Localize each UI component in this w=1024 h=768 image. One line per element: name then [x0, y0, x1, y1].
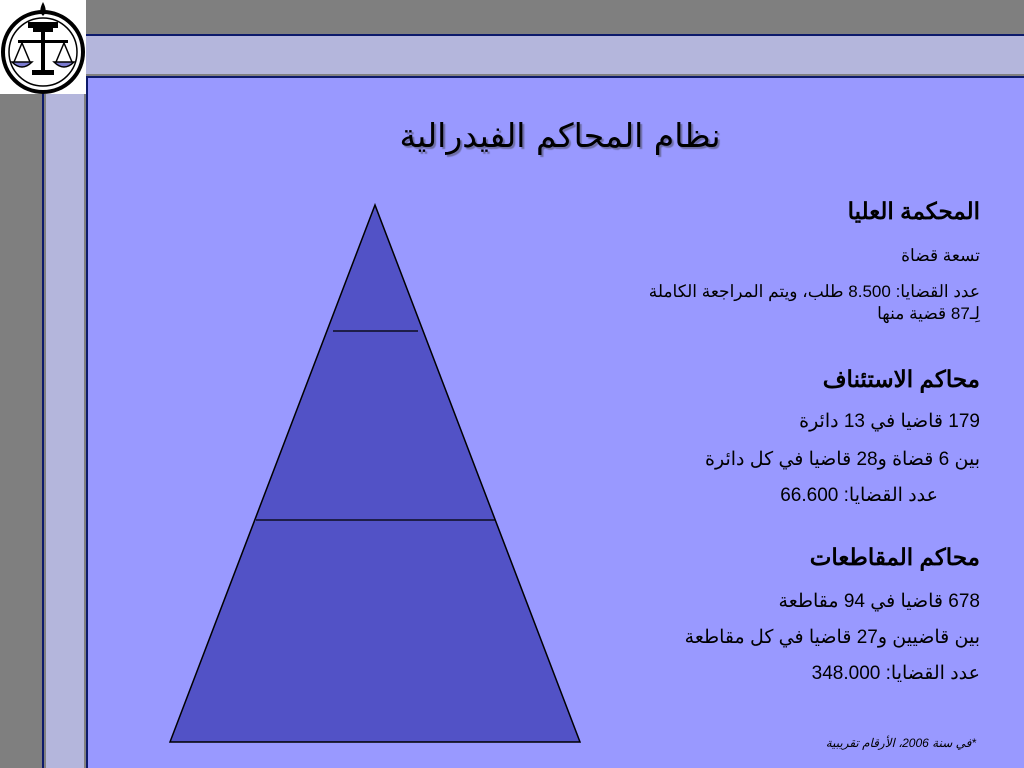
- supreme-court-heading: المحكمة العليا: [847, 198, 980, 224]
- pyramid-shape: [170, 205, 580, 742]
- appeals-caseload: عدد القضايا: 66.600: [780, 485, 938, 506]
- district-per-district: بين قاضيين و27 قاضيا في كل مقاطعة: [684, 627, 980, 648]
- appeals-courts-heading: محاكم الاستئناف: [822, 366, 980, 392]
- district-judges: 678 قاضيا في 94 مقاطعة: [778, 591, 980, 612]
- appeals-judges: 179 قاضيا في 13 دائرة: [799, 411, 980, 432]
- supreme-court-caseload-cont: لِـ87 قضية منها: [877, 304, 980, 323]
- supreme-court-caseload: عدد القضايا: 8.500 طلب، ويتم المراجعة الكاملة: [648, 282, 980, 301]
- district-caseload: عدد القضايا: 348.000: [811, 663, 980, 684]
- footnote: *في سنة 2006، الأرقام تقريبية: [825, 736, 976, 750]
- appeals-per-circuit: بين 6 قضاة و28 قاضيا في كل دائرة: [705, 449, 980, 470]
- supreme-court-justices: تسعة قضاة: [901, 246, 980, 265]
- district-courts-heading: محاكم المقاطعات: [809, 544, 980, 570]
- page-title: نظام المحاكم الفيدرالية: [399, 116, 721, 155]
